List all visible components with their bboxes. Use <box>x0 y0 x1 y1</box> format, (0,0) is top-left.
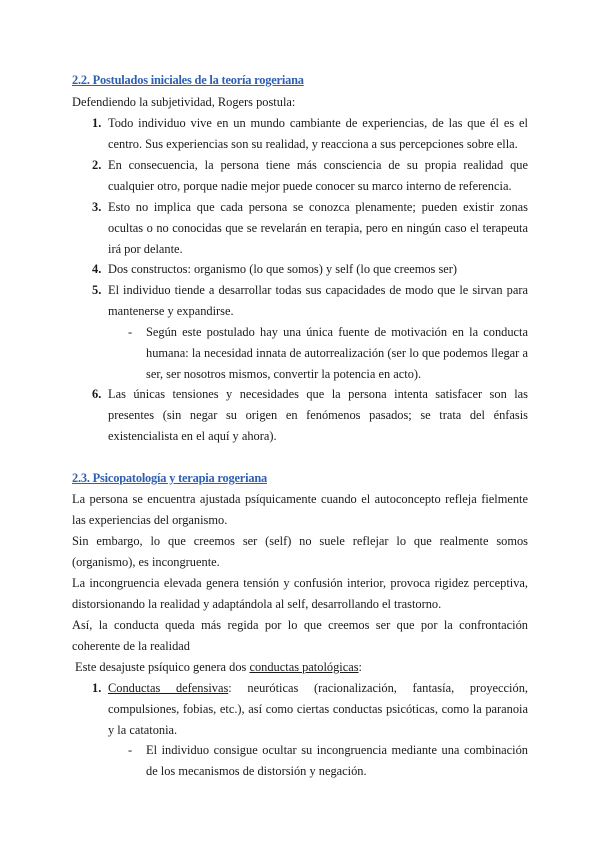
item-text: Las únicas tensiones y necesidades que la persona intenta satisfacer son las presentes (sin negar su origen en fenómenos pasados; se trata del énfasis existencialista en el aquí y ahora). <box>108 387 528 443</box>
postulate-item-4 <box>92 259 528 280</box>
intro-paragraph: Defendiendo la subjetividad, Rogers postula: <box>72 95 296 109</box>
conductas-defensivas-subitem <box>128 740 528 782</box>
item-number: 1. <box>92 116 102 130</box>
paragraph-desajuste <box>75 657 531 678</box>
paragraph-conducta: Así, la conducta queda más regida por lo que creemos ser que por la confrontación coherente de la realidad <box>72 618 528 653</box>
item-number: 6. <box>92 387 102 401</box>
item-text: Todo individuo vive en un mundo cambiante de experiencias, de las que él es el centro. Sus experiencias son su realidad, y reacciona a sus percepciones sobre ella. <box>108 116 528 151</box>
conductas-defensivas-label: Conductas defensivas <box>108 681 229 695</box>
postulate-item-2 <box>92 155 528 197</box>
item-text: Dos constructos: organismo (lo que somos) y self (lo que creemos ser) <box>108 262 458 276</box>
item-text: Esto no implica que cada persona se conozca plenamente; pueden existir zonas ocultas o no conocidas que se revelarán en terapia, pero en ningún caso el terapeuta irá por delante. <box>108 200 528 256</box>
desajuste-prefix: Este desajuste psíquico genera dos <box>75 660 250 674</box>
paragraph-ajuste: La persona se encuentra ajustada psíquicamente cuando el autoconcepto refleja fielmente las experiencias del organismo. <box>72 492 528 527</box>
postulate-5-subitem <box>128 322 528 385</box>
conductas-defensivas-item <box>92 678 528 741</box>
subitem-text: Según este postulado hay una única fuente de motivación en la conducta humana: la necesidad innata de autorrealización (ser lo que podemos llegar a ser, ser nosotros mismos, convertir la potencia en acto). <box>146 325 528 381</box>
section-heading-postulados: 2.2. Postulados iniciales de la teoría rogeriana <box>72 73 304 87</box>
postulate-item-5 <box>92 280 528 322</box>
dash-bullet: - <box>128 325 133 339</box>
item-number: 3. <box>92 200 102 214</box>
postulate-item-6 <box>92 384 528 447</box>
postulate-item-3 <box>92 197 528 260</box>
dash-bullet: - <box>128 743 133 757</box>
item-text: En consecuencia, la persona tiene más consciencia de su propia realidad que cualquier otro, porque nadie mejor puede conocer su marco interno de referencia. <box>108 158 528 193</box>
section-heading-psicopatologia: 2.3. Psicopatología y terapia rogeriana <box>72 471 268 485</box>
paragraph-incongruente: Sin embargo, lo que creemos ser (self) no suele reflejar lo que realmente somos (organismo), es incongruente. <box>72 534 528 569</box>
subitem-text: El individuo consigue ocultar su incongruencia mediante una combinación de los mecanismos de distorsión y negación. <box>146 743 528 778</box>
item-text: El individuo tiende a desarrollar todas sus capacidades de modo que le sirvan para mantenerse y expandirse. <box>108 283 528 318</box>
conductas-patologicas-link: conductas patológicas <box>249 660 359 674</box>
item-number: 5. <box>92 283 102 297</box>
postulate-item-1 <box>92 113 528 155</box>
paragraph-incongruencia: La incongruencia elevada genera tensión y confusión interior, provoca rigidez perceptiva, distorsionando la realidad y adaptándola al self, desarrollando el trastorno. <box>72 576 528 611</box>
item-text <box>108 678 528 741</box>
desajuste-suffix: : <box>358 660 362 674</box>
item-number: 4. <box>92 262 102 276</box>
item-number: 2. <box>92 158 102 172</box>
item-number: 1. <box>92 681 102 695</box>
conductas-defensivas-text: : neuróticas (racionalización, fantasía, proyección, compulsiones, fobias, etc.), así como ciertas conductas psicóticas, como la paranoia y la catatonia. <box>108 681 528 737</box>
